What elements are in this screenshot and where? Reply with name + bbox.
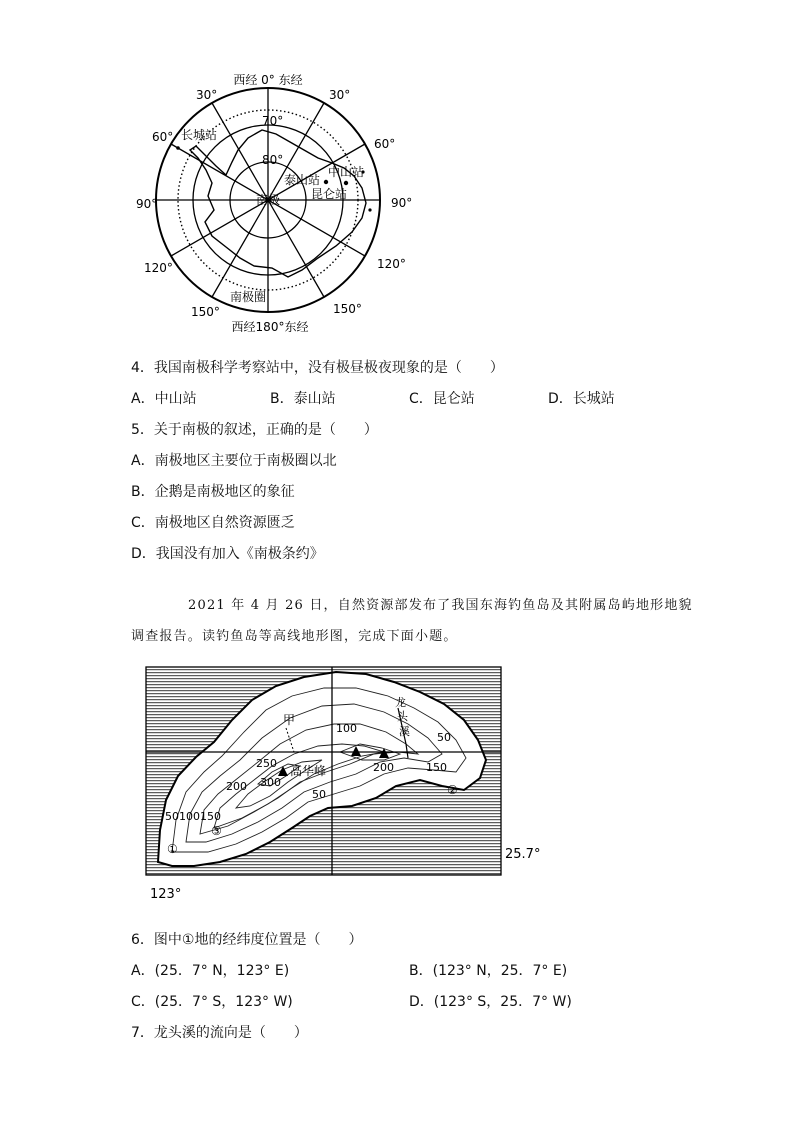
- deg-90-right: 90°: [391, 196, 413, 210]
- lon-top-label: 西经 0° 东经: [233, 73, 303, 87]
- contour-150-right: 150: [426, 761, 447, 774]
- question-5-option-d[interactable]: D．我国没有加入《南极条约》: [131, 546, 324, 562]
- contour-250: 250: [256, 757, 277, 770]
- contour-300: 300: [260, 776, 281, 789]
- diaoyu-island-contour-map: [140, 662, 550, 902]
- question-6-option-d[interactable]: D．(123° S，25．7° W): [409, 994, 572, 1010]
- question-6-option-c[interactable]: C．(25．7° S，123° W): [131, 994, 293, 1010]
- antarctic-circle-label: 南极圈: [230, 290, 267, 304]
- creek-label-2: 头: [397, 710, 408, 723]
- question-5-option-a[interactable]: A．南极地区主要位于南极圈以北: [131, 453, 337, 469]
- contour-50-right: 50: [437, 731, 451, 744]
- station-kunlun-label: 昆仑站: [311, 187, 348, 201]
- south-pole-label: 南极: [256, 193, 281, 207]
- deg-30-right: 30°: [329, 88, 351, 102]
- question-6-option-a[interactable]: A．(25．7° N，123° E): [131, 963, 290, 979]
- deg-120-left: 120°: [144, 261, 173, 275]
- point-1-label: ①: [167, 842, 178, 856]
- antarctica-polar-map: [130, 68, 420, 336]
- question-5-option-b[interactable]: B．企鹅是南极地区的象征: [131, 484, 295, 500]
- contour-200-mid: 200: [373, 761, 394, 774]
- station-zhongshan-label: 中山站: [328, 165, 365, 179]
- deg-120-right: 120°: [377, 257, 406, 271]
- deg-60-left: 60°: [152, 130, 174, 144]
- question-5-option-c[interactable]: C．南极地区自然资源匮乏: [131, 515, 295, 531]
- question-6-stem: 6．图中①地的经纬度位置是（ ）: [131, 932, 363, 948]
- lat-70-label: 70°: [262, 114, 284, 128]
- point-3-label: ③: [211, 824, 222, 838]
- deg-150-right: 150°: [333, 302, 362, 316]
- peak-name-label: 高华峰: [290, 764, 327, 778]
- deg-60-right: 60°: [374, 137, 396, 151]
- question-4-stem: 4．我国南极科学考察站中，没有极昼极夜现象的是（ ）: [131, 360, 504, 376]
- contour-50-100-150: 50100150: [165, 810, 221, 823]
- point-2-label: ②: [447, 783, 458, 797]
- deg-150-left: 150°: [191, 305, 220, 319]
- question-4-option-a[interactable]: A．中山站: [131, 391, 197, 407]
- lon-bottom-label: 西经180°东经: [231, 320, 309, 334]
- lat-80-label: 80°: [262, 153, 284, 167]
- question-6-option-b[interactable]: B．(123° N，25．7° E): [409, 963, 568, 979]
- deg-90-left: 90°: [136, 197, 158, 211]
- intro-line-1: 2021 年 4 月 26 日，自然资源部发布了我国东海钓鱼岛及其附属岛屿地形地貌: [188, 598, 693, 613]
- question-4-option-d[interactable]: D．长城站: [548, 391, 615, 407]
- creek-label-1: 龙: [395, 696, 406, 709]
- contour-100-top: 100: [336, 722, 357, 735]
- question-4-option-c[interactable]: C．昆仑站: [409, 391, 475, 407]
- intro-line-2: 调查报告。读钓鱼岛等高线地形图，完成下面小题。: [131, 629, 458, 644]
- station-changcheng-label: 长城站: [181, 128, 218, 142]
- jia-label: 甲: [283, 713, 296, 727]
- deg-30-left: 30°: [196, 88, 218, 102]
- creek-label-3: 溪: [399, 725, 410, 738]
- contour-200-left: 200: [226, 780, 247, 793]
- question-7-stem: 7．龙头溪的流向是（ ）: [131, 1025, 308, 1041]
- contour-50-mid: 50: [312, 788, 326, 801]
- longitude-label: 123°: [150, 887, 182, 902]
- question-4-option-b[interactable]: B．泰山站: [270, 391, 336, 407]
- latitude-label: 25.7°: [505, 847, 541, 862]
- question-5-stem: 5．关于南极的叙述，正确的是（ ）: [131, 422, 378, 438]
- station-taishan-label: 泰山站: [284, 173, 321, 187]
